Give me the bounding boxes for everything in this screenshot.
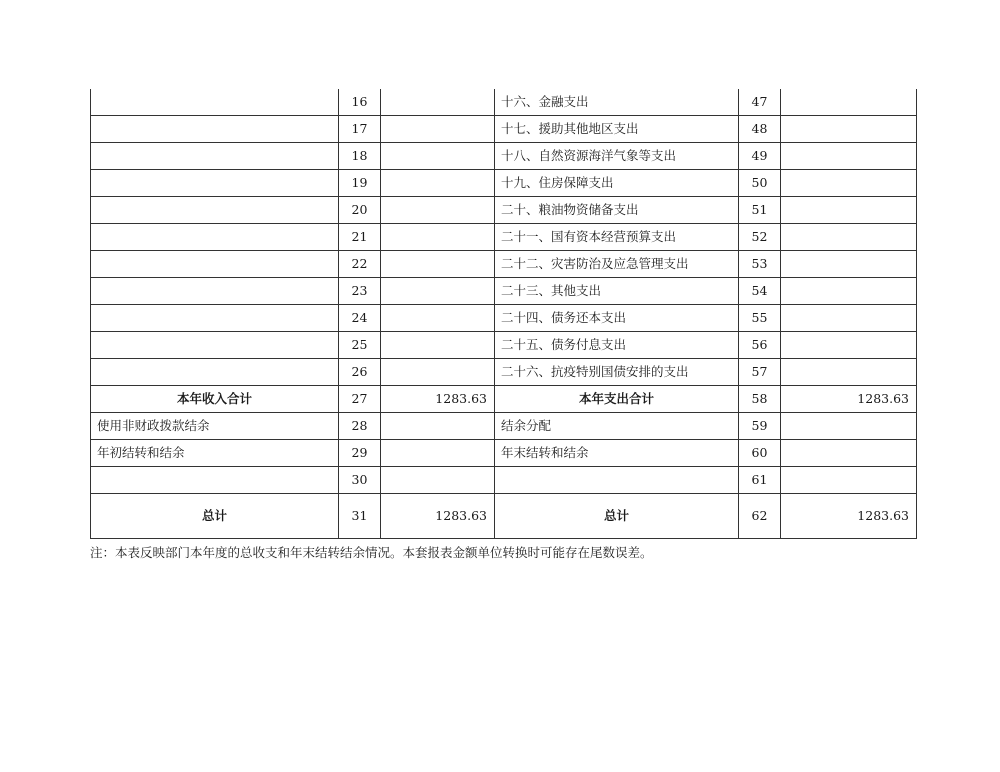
expenditure-item-label: 十六、金融支出 <box>495 89 739 116</box>
income-item-label: 本年收入合计 <box>91 386 339 413</box>
table-row <box>91 386 917 413</box>
income-amount <box>381 278 495 305</box>
income-row-number: 21 <box>339 224 381 251</box>
table-row <box>91 251 917 278</box>
budget-summary-table <box>90 89 917 539</box>
income-row-number: 22 <box>339 251 381 278</box>
income-amount <box>381 413 495 440</box>
expenditure-item-label: 年末结转和结余 <box>495 440 739 467</box>
table-row <box>91 224 917 251</box>
expenditure-row-number: 55 <box>739 305 781 332</box>
income-amount: 1283.63 <box>381 386 495 413</box>
expenditure-item-label: 总计 <box>495 494 739 539</box>
income-item-label <box>91 170 339 197</box>
expenditure-row-number: 48 <box>739 116 781 143</box>
income-item-label <box>91 332 339 359</box>
expenditure-amount <box>781 413 917 440</box>
expenditure-amount <box>781 440 917 467</box>
table-row <box>91 413 917 440</box>
income-row-number: 23 <box>339 278 381 305</box>
expenditure-row-number: 60 <box>739 440 781 467</box>
expenditure-row-number: 57 <box>739 359 781 386</box>
income-item-label <box>91 467 339 494</box>
income-item-label <box>91 224 339 251</box>
income-amount: 1283.63 <box>381 494 495 539</box>
income-amount <box>381 305 495 332</box>
expenditure-item-label: 二十六、抗疫特别国债安排的支出 <box>495 359 739 386</box>
expenditure-item-label <box>495 467 739 494</box>
expenditure-amount <box>781 170 917 197</box>
expenditure-row-number: 53 <box>739 251 781 278</box>
income-item-label: 总计 <box>91 494 339 539</box>
expenditure-row-number: 61 <box>739 467 781 494</box>
expenditure-amount <box>781 224 917 251</box>
income-row-number: 17 <box>339 116 381 143</box>
expenditure-item-label: 二十五、债务付息支出 <box>495 332 739 359</box>
income-amount <box>381 89 495 116</box>
expenditure-row-number: 51 <box>739 197 781 224</box>
expenditure-amount <box>781 197 917 224</box>
expenditure-amount <box>781 89 917 116</box>
expenditure-amount <box>781 359 917 386</box>
expenditure-item-label: 十九、住房保障支出 <box>495 170 739 197</box>
table-row <box>91 197 917 224</box>
expenditure-row-number: 47 <box>739 89 781 116</box>
income-item-label: 年初结转和结余 <box>91 440 339 467</box>
income-item-label <box>91 116 339 143</box>
income-amount <box>381 197 495 224</box>
expenditure-row-number: 50 <box>739 170 781 197</box>
table-row <box>91 332 917 359</box>
expenditure-amount <box>781 143 917 170</box>
expenditure-item-label: 十七、援助其他地区支出 <box>495 116 739 143</box>
table-row <box>91 494 917 539</box>
expenditure-row-number: 49 <box>739 143 781 170</box>
income-row-number: 27 <box>339 386 381 413</box>
expenditure-amount <box>781 332 917 359</box>
income-item-label: 使用非财政拨款结余 <box>91 413 339 440</box>
expenditure-row-number: 54 <box>739 278 781 305</box>
expenditure-row-number: 59 <box>739 413 781 440</box>
expenditure-item-label: 本年支出合计 <box>495 386 739 413</box>
income-row-number: 30 <box>339 467 381 494</box>
expenditure-item-label: 结余分配 <box>495 413 739 440</box>
expenditure-amount: 1283.63 <box>781 494 917 539</box>
income-item-label <box>91 143 339 170</box>
income-row-number: 18 <box>339 143 381 170</box>
income-item-label <box>91 305 339 332</box>
income-amount <box>381 251 495 278</box>
table-row <box>91 440 917 467</box>
expenditure-amount <box>781 116 917 143</box>
table-row <box>91 89 917 116</box>
expenditure-item-label: 二十二、灾害防治及应急管理支出 <box>495 251 739 278</box>
income-row-number: 19 <box>339 170 381 197</box>
expenditure-row-number: 56 <box>739 332 781 359</box>
income-row-number: 26 <box>339 359 381 386</box>
income-amount <box>381 170 495 197</box>
table-row <box>91 467 917 494</box>
income-row-number: 31 <box>339 494 381 539</box>
income-row-number: 28 <box>339 413 381 440</box>
expenditure-item-label: 十八、自然资源海洋气象等支出 <box>495 143 739 170</box>
income-row-number: 20 <box>339 197 381 224</box>
income-row-number: 16 <box>339 89 381 116</box>
income-amount <box>381 359 495 386</box>
income-item-label <box>91 89 339 116</box>
income-row-number: 29 <box>339 440 381 467</box>
expenditure-row-number: 58 <box>739 386 781 413</box>
income-amount <box>381 224 495 251</box>
expenditure-amount <box>781 278 917 305</box>
expenditure-row-number: 62 <box>739 494 781 539</box>
income-amount <box>381 116 495 143</box>
expenditure-item-label: 二十一、国有资本经营预算支出 <box>495 224 739 251</box>
table-row <box>91 170 917 197</box>
income-amount <box>381 332 495 359</box>
income-amount <box>381 467 495 494</box>
expenditure-item-label: 二十、粮油物资储备支出 <box>495 197 739 224</box>
income-item-label <box>91 251 339 278</box>
income-row-number: 25 <box>339 332 381 359</box>
footnote: 注：本表反映部门本年度的总收支和年末结转结余情况。本套报表金额单位转换时可能存在尾数误差。 <box>90 545 653 560</box>
expenditure-amount <box>781 251 917 278</box>
expenditure-amount <box>781 305 917 332</box>
expenditure-item-label: 二十三、其他支出 <box>495 278 739 305</box>
expenditure-amount <box>781 467 917 494</box>
income-amount <box>381 440 495 467</box>
table-row <box>91 116 917 143</box>
income-row-number: 24 <box>339 305 381 332</box>
income-item-label <box>91 359 339 386</box>
table-row <box>91 143 917 170</box>
expenditure-amount: 1283.63 <box>781 386 917 413</box>
expenditure-item-label: 二十四、债务还本支出 <box>495 305 739 332</box>
expenditure-row-number: 52 <box>739 224 781 251</box>
table-row <box>91 359 917 386</box>
income-item-label <box>91 278 339 305</box>
income-amount <box>381 143 495 170</box>
table-body <box>91 89 917 539</box>
table-row <box>91 305 917 332</box>
table-row <box>91 278 917 305</box>
income-item-label <box>91 197 339 224</box>
